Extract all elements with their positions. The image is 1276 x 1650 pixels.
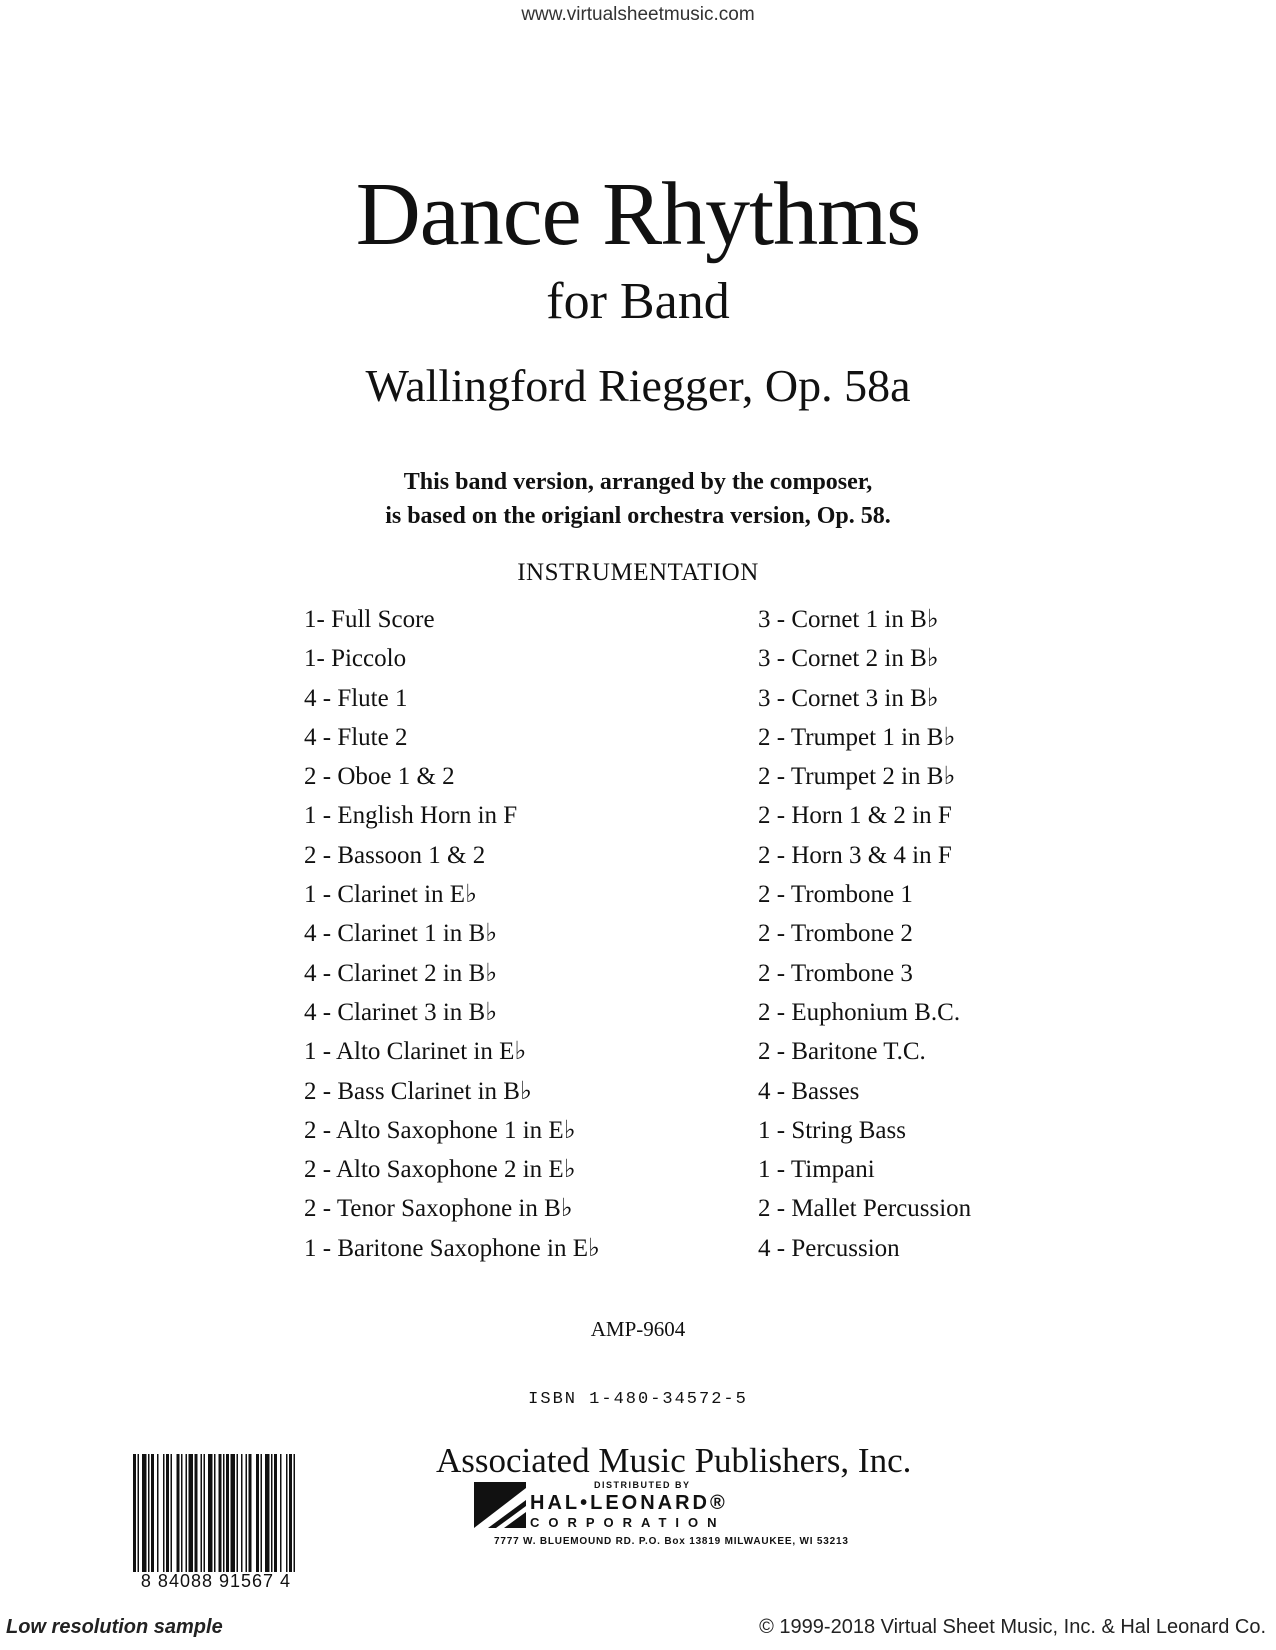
instrument-list-item: 2 - Trumpet 2 in B♭ xyxy=(758,763,956,791)
hal-leonard-logo-icon xyxy=(474,1482,526,1528)
page-title: Dance Rhythms xyxy=(355,165,921,264)
instrument-list-item: 1 - Alto Clarinet in E♭ xyxy=(304,1038,527,1066)
instrument-list-item: 2 - Horn 1 & 2 in F xyxy=(758,802,952,830)
copyright-notice: © 1999-2018 Virtual Sheet Music, Inc. & Hal Leonard Co. xyxy=(759,1616,1266,1638)
distributor-block xyxy=(474,1480,849,1580)
instrument-list-item: 4 - Flute 2 xyxy=(304,723,408,751)
instrument-list-item: 3 - Cornet 2 in B♭ xyxy=(758,645,939,673)
instrument-list-item: 2 - Trombone 3 xyxy=(758,959,913,987)
instrument-list-item: 2 - Trombone 1 xyxy=(758,881,913,909)
distributor-name: HAL•LEONARD® xyxy=(530,1492,728,1514)
arrangement-note-line: is based on the origianl orchestra version, Op. 58. xyxy=(385,503,891,529)
instrument-list-item: 4 - Clarinet 3 in B♭ xyxy=(304,998,498,1026)
barcode-icon xyxy=(129,1454,299,1572)
instrument-list-item: 4 - Percussion xyxy=(758,1234,900,1262)
barcode-digits: 8 84088 91567 4 xyxy=(140,1571,292,1591)
publisher-name: Associated Music Publishers, Inc. xyxy=(436,1441,912,1480)
distributor-corporation: CORPORATION xyxy=(530,1515,726,1530)
instrument-list-item: 3 - Cornet 3 in B♭ xyxy=(758,684,939,712)
low-resolution-label: Low resolution sample xyxy=(6,1616,223,1638)
instrument-list-item: 2 - Alto Saxophone 2 in E♭ xyxy=(304,1156,576,1184)
arrangement-note xyxy=(0,465,1276,533)
instrument-list-item: 2 - Horn 3 & 4 in F xyxy=(758,841,952,869)
instrument-list-item: 1 - English Horn in F xyxy=(304,802,518,830)
instrument-list-item: 2 - Euphonium B.C. xyxy=(758,998,961,1026)
instrument-list-item: 2 - Trumpet 1 in B♭ xyxy=(758,723,956,751)
instrument-list-item: 2 - Trombone 2 xyxy=(758,920,913,948)
instrument-list-item: 4 - Clarinet 2 in B♭ xyxy=(304,959,498,987)
distributor-address: 7777 W. BLUEMOUND RD. P.O. Box 13819 MILWAUKEE, WI 53213 xyxy=(494,1536,849,1547)
instrument-list-item: 4 - Basses xyxy=(758,1077,860,1105)
instrument-list-item: 4 - Flute 1 xyxy=(304,684,408,712)
distributed-by-label: DISTRIBUTED BY xyxy=(594,1480,691,1490)
instrument-list-item: 2 - Tenor Saxophone in B♭ xyxy=(304,1195,573,1223)
instrumentation-list-left xyxy=(304,600,600,1268)
instrumentation-list-right xyxy=(758,600,971,1268)
instrument-list-item: 2 - Bassoon 1 & 2 xyxy=(304,841,486,869)
instrument-list-item: 2 - Mallet Percussion xyxy=(758,1195,972,1223)
composer-line: Wallingford Riegger, Op. 58a xyxy=(365,360,911,411)
instrument-list-item: 2 - Alto Saxophone 1 in E♭ xyxy=(304,1116,576,1144)
instrument-list-item: 2 - Baritone T.C. xyxy=(758,1038,926,1066)
isbn-number: ISBN 1-480-34572-5 xyxy=(528,1390,748,1409)
page-subtitle: for Band xyxy=(546,273,730,330)
instrument-list-item: 1- Piccolo xyxy=(304,645,407,673)
instrument-list-item: 1 - String Bass xyxy=(758,1116,906,1144)
instrument-list-item: 4 - Clarinet 1 in B♭ xyxy=(304,920,498,948)
site-url[interactable]: www.virtualsheetmusic.com xyxy=(521,4,755,25)
instrument-list-item: 1 - Baritone Saxophone in E♭ xyxy=(304,1234,600,1262)
instrument-list-item: 2 - Bass Clarinet in B♭ xyxy=(304,1077,532,1105)
instrument-list-item: 2 - Oboe 1 & 2 xyxy=(304,763,455,791)
instrument-list-item: 1 - Timpani xyxy=(758,1156,875,1184)
catalog-number: AMP-9604 xyxy=(590,1317,686,1341)
arrangement-note-line: This band version, arranged by the composer, xyxy=(403,469,873,495)
instrument-list-item: 1- Full Score xyxy=(304,606,435,633)
instrument-list-item: 1 - Clarinet in E♭ xyxy=(304,881,477,909)
instrumentation-heading: INSTRUMENTATION xyxy=(517,559,759,586)
instrument-list-item: 3 - Cornet 1 in B♭ xyxy=(758,606,939,633)
